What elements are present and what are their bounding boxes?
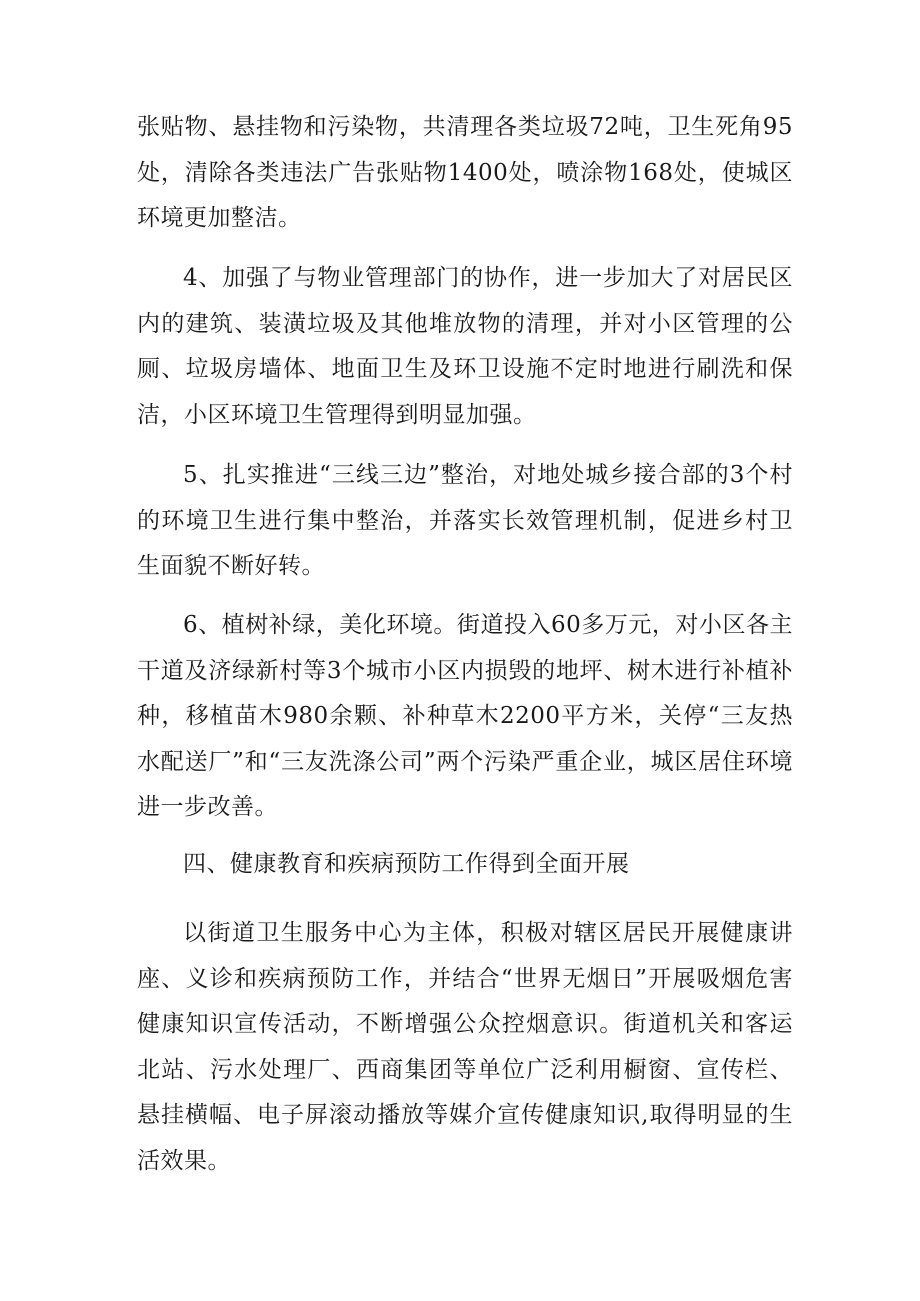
paragraph-item-6: 6、植树补绿，美化环境。街道投入60多万元，对小区各主干道及济绿新村等3个城市小区内损毁的地坪、树木进行补植补种，移植苗木980余颗、补种草木2200平方米，关停“三友热水配送厂”和“三友洗涤公司”两个污染严重企业，城区居住环境进一步改善。 — [137, 612, 793, 820]
paragraph-item-5: 5、扎实推进“三线三边”整治，对地处城乡接合部的3个村的环境卫生进行集中整治，并落实长效管理机制，促进乡村卫生面貌不断好转。 — [137, 462, 793, 579]
section-heading: 四、健康教育和疾病预防工作得到全面开展 — [183, 851, 630, 877]
paragraph-continuation: 张贴物、悬挂物和污染物，共清理各类垃圾72吨，卫生死角95处，清除各类违法广告张贴物1400处，喷涂物168处，使城区环境更加整洁。 — [137, 114, 793, 231]
paragraph-section-body: 以街道卫生服务中心为主体，积极对辖区居民开展健康讲座、义诊和疾病预防工作，并结合“世界无烟日”开展吸烟危害健康知识宣传活动，不断增强公众控烟意识。街道机关和客运北站、污水处理厂、西商集团等单位广泛利用橱窗、宣传栏、悬挂横幅、电子屏滚动播放等媒介宣传健康知识,取得明显的生活效果。 — [137, 920, 793, 1174]
paragraph-item-4: 4、加强了与物业管理部门的协作，进一步加大了对居民区内的建筑、装潢垃圾及其他堆放物的清理，并对小区管理的公厕、垃圾房墙体、地面卫生及环卫设施不定时地进行刷洗和保洁，小区环境卫生管理得到明显加强。 — [137, 265, 793, 428]
